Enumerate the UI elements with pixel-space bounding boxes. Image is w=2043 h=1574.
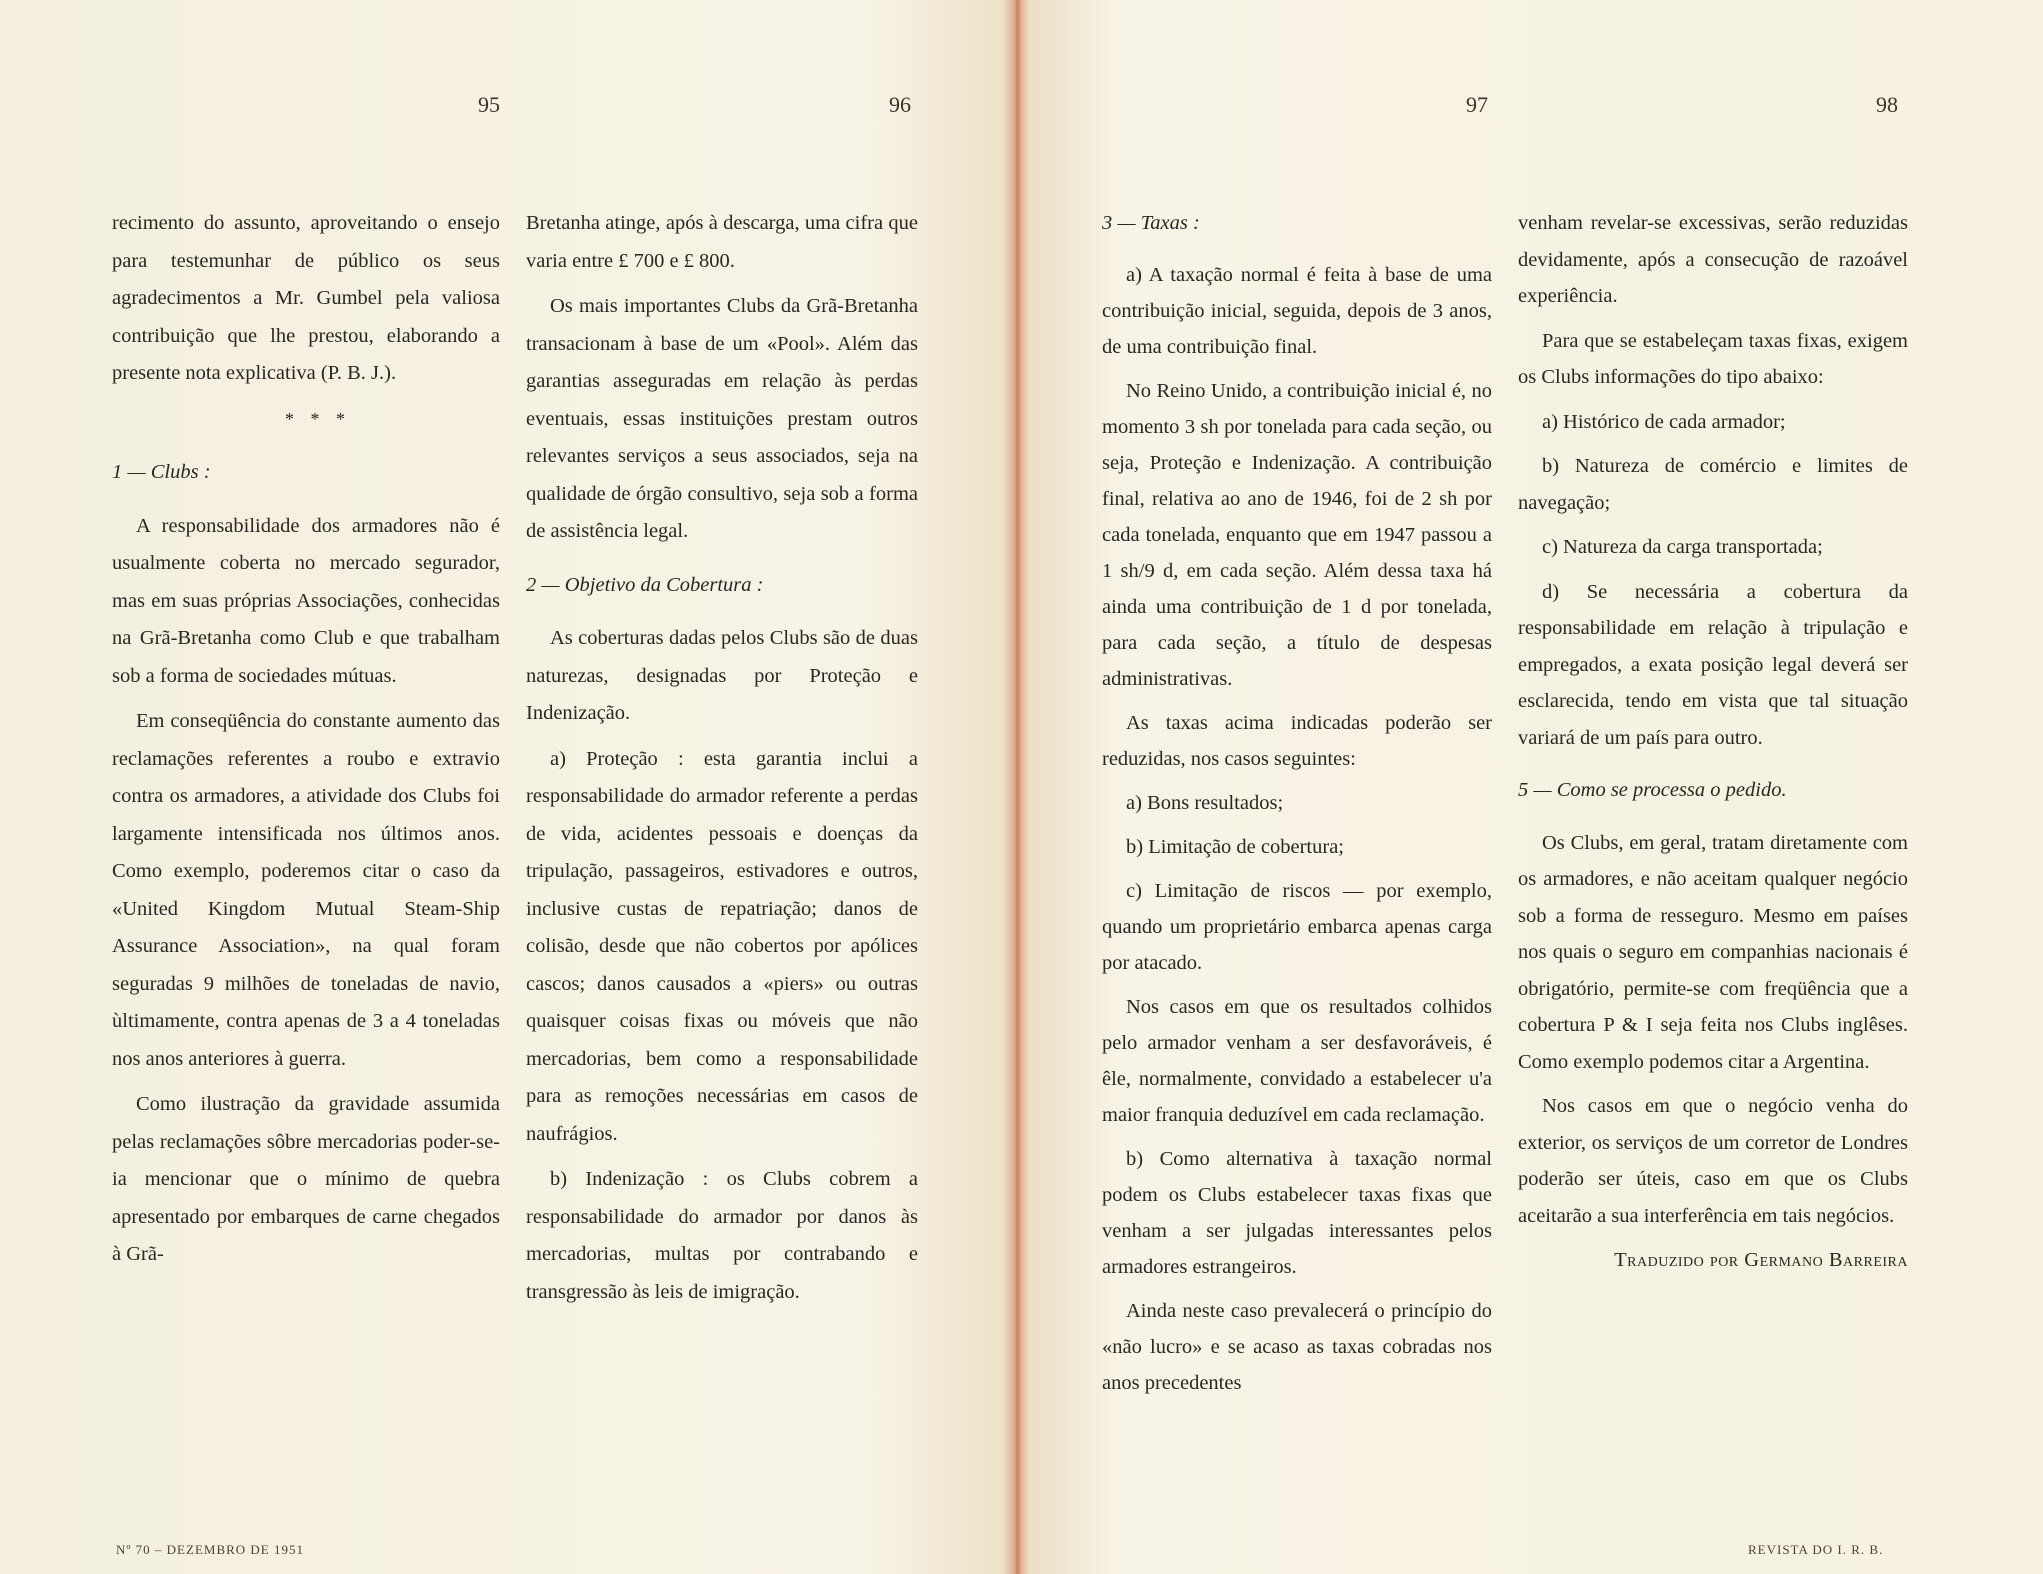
- column-page-95: [112, 205, 500, 1282]
- column-page-98: [1518, 205, 1908, 1287]
- column-page-97: [1102, 205, 1492, 1409]
- list-item: d) Se necessária a cobertura da responsabilidade em relação à tripulação e empregados, a exata posição legal deverá ser esclarecida, tendo em vista que tal situação variará de um país para outro.: [1518, 580, 1908, 749]
- page-number-95: 95: [478, 92, 500, 117]
- section-heading-taxas: 3 — Taxas :: [1102, 212, 1200, 234]
- section-heading-objetivo: 2 — Objetivo da Cobertura :: [526, 573, 764, 596]
- paragraph: b) Indenização : os Clubs cobrem a responsabilidade do armador por danos às mercadorias, multas por contrabando e transgressão às leis de imigração.: [526, 1168, 918, 1303]
- paragraph: recimento do assunto, aproveitando o ensejo para testemunhar de público os seus agradecimentos a Mr. Gumbel pela valiosa contribuição que lhe prestou, elaborando a presente nota explicativa (P. B. J.).: [112, 212, 500, 384]
- paragraph: Os mais importantes Clubs da Grã-Bretanha transacionam à base de um «Pool». Além das garantias asseguradas em relação às perdas eventuais, essas instituições prestam outros relevantes serviços a seus associados, seja na qualidade de órgão consultivo, seja sob a forma de assistência legal.: [526, 295, 918, 542]
- section-separator: * * *: [285, 408, 351, 429]
- paragraph: Nos casos em que os resultados colhidos pelo armador venham a ser desfavoráveis, é êle, normalmente, convidado a estabelecer u'a maior franquia deduzível em cada reclamação.: [1102, 996, 1492, 1126]
- page-number-96: 96: [889, 92, 911, 117]
- list-item: a) Bons resultados;: [1126, 792, 1284, 814]
- list-item: b) Natureza de comércio e limites de navegação;: [1518, 455, 1908, 514]
- section-heading-clubs: 1 — Clubs :: [112, 461, 211, 483]
- paragraph: Em conseqüência do constante aumento das reclamações referentes a roubo e extravio contra os armadores, a atividade dos Clubs foi largamente intensificada nos últimos anos. Como exemplo, poderemos citar o caso da «United Kingdom Mutual Steam-Ship Assurance Association», na qual foram seguradas 9 milhões de toneladas de navio, ùltimamente, contra apenas de 3 a 4 toneladas nos anos anteriores à guerra.: [112, 710, 500, 1070]
- paragraph: As taxas acima indicadas poderão ser reduzidas, nos casos seguintes:: [1102, 712, 1492, 770]
- paragraph: As coberturas dadas pelos Clubs são de duas naturezas, designadas por Proteção e Indenização.: [526, 627, 918, 724]
- paragraph: Para que se estabeleçam taxas fixas, exigem os Clubs informações do tipo abaixo:: [1518, 329, 1908, 388]
- paragraph: Bretanha atinge, após à descarga, uma cifra que varia entre £ 700 e £ 800.: [526, 212, 918, 272]
- list-item: c) Limitação de riscos — por exemplo, quando um proprietário embarca apenas carga por atacado.: [1102, 880, 1492, 974]
- paragraph: Como ilustração da gravidade assumida pelas reclamações sôbre mercadorias poder-se-ia mencionar que o mínimo de quebra apresentado por embarques de carne chegados à Grã-: [112, 1093, 500, 1265]
- book-gutter: [1003, 0, 1029, 1574]
- paragraph: Nos casos em que o negócio venha do exterior, os serviços de um corretor de Londres poderão ser úteis, caso em que os Clubs aceitarão a sua interferência em tais negócios.: [1518, 1095, 1908, 1227]
- paragraph: A responsabilidade dos armadores não é usualmente coberta no mercado segurador, mas em suas próprias Associações, conhecidas na Grã-Bretanha como Club e que trabalham sob a forma de sociedades mútuas.: [112, 514, 500, 687]
- paragraph: Os Clubs, em geral, tratam diretamente com os armadores, e não aceitam qualquer negócio sob a forma de resseguro. Mesmo em países nos quais o seguro em companhias nacionais é obrigatório, permite-se com freqüência que a cobertura P & I seja feita nos Clubs inglêses. Como exemplo podemos citar a Argentina.: [1518, 831, 1908, 1073]
- section-heading-pedido: 5 — Como se processa o pedido.: [1518, 779, 1787, 801]
- footer-journal: REVISTA DO I. R. B.: [1748, 1542, 1884, 1557]
- page-number-98: 98: [1876, 92, 1898, 117]
- list-item: a) Histórico de cada armador;: [1542, 410, 1786, 433]
- page-number-97: 97: [1466, 92, 1488, 117]
- paragraph: b) Como alternativa à taxação normal podem os Clubs estabelecer taxas fixas que venham a ser julgadas interessantes pelos armadores estrangeiros.: [1102, 1148, 1492, 1278]
- paragraph: No Reino Unido, a contribuição inicial é, no momento 3 sh por tonelada para cada seção, ou seja, Proteção e Indenização. A contribuição final, relativa ao ano de 1946, foi de 2 sh por cada tonelada, enquanto que em 1947 passou a 1 sh/9 d, em cada seção. Além dessa taxa há ainda uma contribuição de 1 d por tonelada, para cada seção, a título de despesas administrativas.: [1102, 380, 1492, 690]
- translator-credit: Traduzido por Germano Barreira: [1614, 1249, 1908, 1271]
- paragraph: a) A taxação normal é feita à base de uma contribuição inicial, seguida, depois de 3 anos, de uma contribuição final.: [1102, 264, 1492, 358]
- column-page-96: [526, 205, 918, 1319]
- list-item: c) Natureza da carga transportada;: [1542, 536, 1823, 558]
- footer-issue: Nº 70 – DEZEMBRO DE 1951: [116, 1542, 304, 1557]
- paragraph: Ainda neste caso prevalecerá o princípio do «não lucro» e se acaso as taxas cobradas nos anos precedentes: [1102, 1300, 1492, 1394]
- paragraph: venham revelar-se excessivas, serão reduzidas devidamente, após a consecução de razoável experiência.: [1518, 212, 1908, 307]
- paragraph: a) Proteção : esta garantia inclui a responsabilidade do armador referente a perdas de vida, acidentes pessoais e doenças da tripulação, passageiros, estivadores e outros, inclusive custas de repatriação; danos de colisão, desde que não cobertos por apólices cascos; danos causados a «piers» ou outras quaisquer coisas fixas ou móveis que não mercadorias, bem como a responsabilidade para as remoções necessárias em casos de naufrágios.: [526, 747, 918, 1145]
- list-item: b) Limitação de cobertura;: [1126, 836, 1344, 858]
